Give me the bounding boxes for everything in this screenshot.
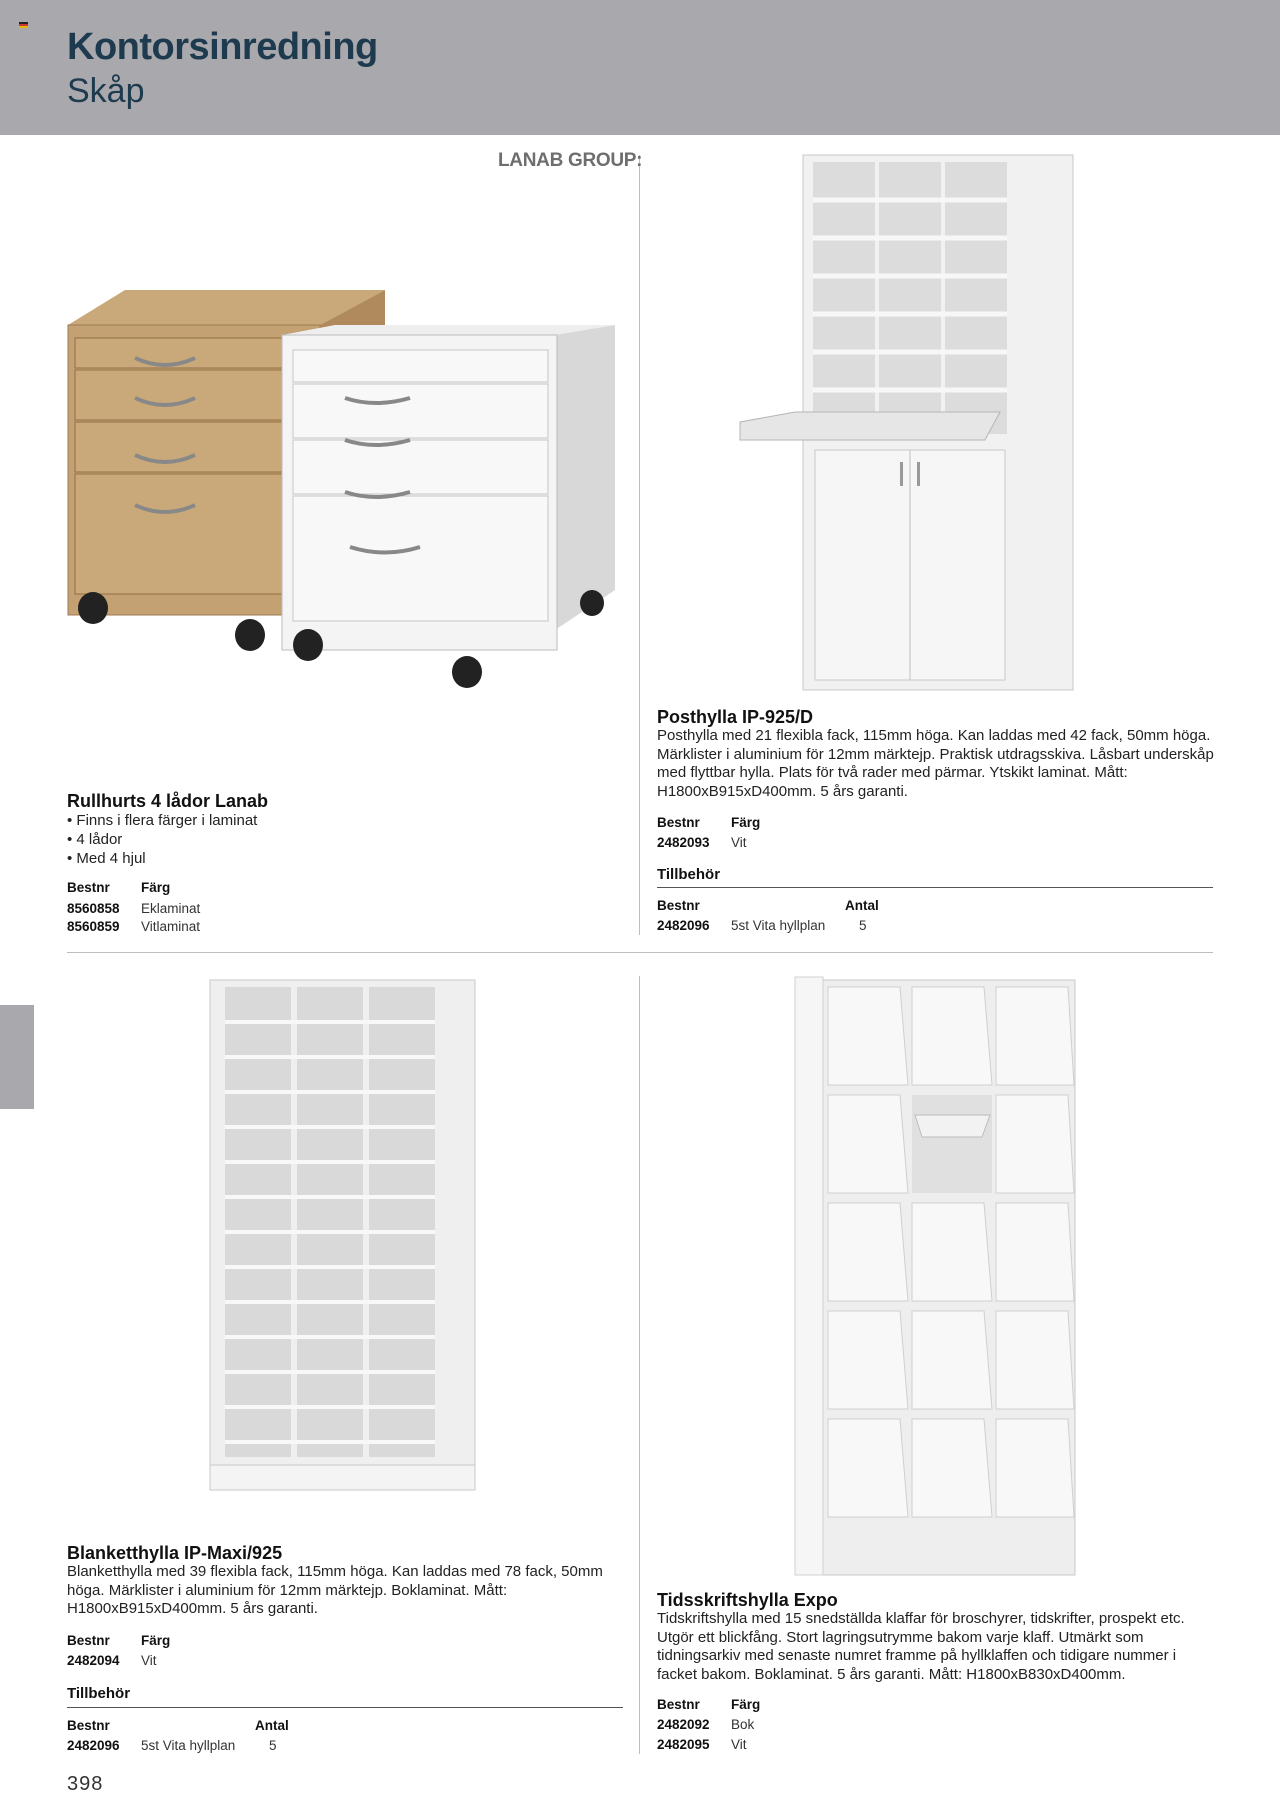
article-color: Vit bbox=[141, 1652, 157, 1668]
article-number: 8560858 bbox=[67, 900, 120, 916]
article-number: 2482096 bbox=[67, 1737, 120, 1753]
article-number: 2482093 bbox=[657, 834, 710, 850]
article-color: Bok bbox=[731, 1716, 755, 1732]
divider-vertical-top bbox=[639, 155, 640, 935]
side-tab-marker bbox=[0, 1005, 34, 1109]
article-color: Vit bbox=[731, 1736, 747, 1752]
page-header bbox=[0, 0, 1280, 135]
order-table-mail-shelf bbox=[657, 812, 760, 852]
col-header-color: Färg bbox=[141, 879, 171, 895]
page-number: 398 bbox=[67, 1773, 104, 1793]
order-table-form-shelf bbox=[67, 1630, 170, 1670]
table-header-row bbox=[67, 1715, 289, 1735]
product-title-mail-shelf: Posthylla IP-925/D bbox=[657, 707, 814, 727]
article-color: Vitlaminat bbox=[141, 918, 201, 934]
article-number: 2482095 bbox=[657, 1736, 710, 1752]
product-description: Posthylla med 21 flexibla fack, 115mm höga. Kan laddas med 42 fack, 50mm höga. Märklister i aluminium för 12mm märktejp. Praktisk utdragsskiva. Låsbart underskåp med flyttbar hylla. Plats för två rader med pärmar. Ytskikt laminat. Mått: H1800xB915xD400mm. 5 års garanti. bbox=[657, 727, 1214, 800]
table-row bbox=[67, 1735, 289, 1755]
form-shelf-image bbox=[205, 975, 480, 1495]
col-header-color: Färg bbox=[731, 1696, 761, 1712]
article-number: 2482096 bbox=[657, 917, 710, 933]
pedestal-drawers-image bbox=[65, 290, 625, 700]
col-header-color: Färg bbox=[731, 814, 761, 830]
article-name: 5st Vita hyllplan bbox=[141, 1737, 236, 1753]
order-table-pedestal bbox=[67, 877, 200, 936]
col-header-number: Bestnr bbox=[657, 1696, 700, 1712]
divider-vertical-bottom bbox=[639, 976, 640, 1754]
table-header-row bbox=[67, 1630, 170, 1650]
magazine-shelf-image bbox=[790, 975, 1080, 1580]
article-number: 2482094 bbox=[67, 1652, 120, 1668]
flag-icon bbox=[19, 22, 28, 28]
accessories-table-form-shelf bbox=[67, 1715, 289, 1755]
table-header-row bbox=[657, 812, 760, 832]
table-row bbox=[657, 832, 760, 852]
brand-logo: LANAB GROUP: bbox=[498, 150, 643, 171]
product-title-magazine-shelf: Tidsskriftshylla Expo bbox=[657, 1590, 838, 1610]
subcategory-title: Skåp bbox=[67, 72, 145, 110]
accessories-table-mail-shelf bbox=[657, 895, 879, 935]
order-table-magazine-shelf bbox=[657, 1694, 760, 1754]
accessories-title: Tillbehör bbox=[657, 866, 721, 883]
article-color: Vit bbox=[731, 834, 747, 850]
product-title-form-shelf: Blanketthylla IP-Maxi/925 bbox=[67, 1543, 283, 1563]
category-title: Kontorsinredning bbox=[67, 26, 378, 68]
article-number: 2482092 bbox=[657, 1716, 710, 1732]
article-name: 5st Vita hyllplan bbox=[731, 917, 826, 933]
mail-shelf-image bbox=[735, 150, 1080, 695]
article-number: 8560859 bbox=[67, 918, 120, 934]
feature-list bbox=[67, 811, 257, 868]
col-header-color: Färg bbox=[141, 1632, 171, 1648]
article-qty: 5 bbox=[859, 917, 867, 933]
article-color: Eklaminat bbox=[141, 900, 201, 916]
col-header-qty: Antal bbox=[845, 897, 879, 913]
feature-item: • Med 4 hjul bbox=[67, 849, 257, 868]
col-header-qty: Antal bbox=[255, 1717, 289, 1733]
col-header-number: Bestnr bbox=[67, 1632, 110, 1648]
accessories-divider bbox=[67, 1707, 623, 1708]
divider-horizontal bbox=[67, 952, 1213, 953]
col-header-number: Bestnr bbox=[657, 897, 700, 913]
col-header-number: Bestnr bbox=[67, 1717, 110, 1733]
table-header-row bbox=[657, 895, 879, 915]
table-header-row bbox=[657, 1694, 760, 1714]
table-row bbox=[67, 916, 200, 936]
table-row bbox=[67, 898, 200, 918]
col-header-number: Bestnr bbox=[657, 814, 700, 830]
feature-item: • Finns i flera färger i laminat bbox=[67, 811, 257, 830]
accessories-title: Tillbehör bbox=[67, 1685, 131, 1702]
article-qty: 5 bbox=[269, 1737, 277, 1753]
feature-item: • 4 lådor bbox=[67, 830, 257, 849]
product-description: Tidskriftshylla med 15 snedställda klaffar för broschyrer, tidskrifter, prospekt etc. Utgör ett blickfång. Stort lagringsutrymme bakom varje klaff. Utmärkt som tidningsarkiv med senaste numret framme på hyllklaffen och tidigare nummer i facket bakom. Boklaminat. 5 års garanti. Mått: H1800xB830xD400mm. bbox=[657, 1610, 1185, 1683]
table-row bbox=[657, 1734, 760, 1754]
table-row bbox=[657, 1714, 760, 1734]
product-title-pedestal: Rullhurts 4 lådor Lanab bbox=[67, 791, 269, 811]
table-row bbox=[67, 1650, 170, 1670]
col-header-number: Bestnr bbox=[67, 879, 110, 895]
table-header-row bbox=[67, 877, 200, 897]
table-row bbox=[657, 915, 879, 935]
accessories-divider bbox=[657, 887, 1213, 888]
product-description: Blanketthylla med 39 flexibla fack, 115mm höga. Kan laddas med 78 fack, 50mm höga. Märklister i aluminium för 12mm märktejp. Boklaminat. Mått: H1800xB915xD400mm. 5 års garanti. bbox=[67, 1563, 603, 1618]
